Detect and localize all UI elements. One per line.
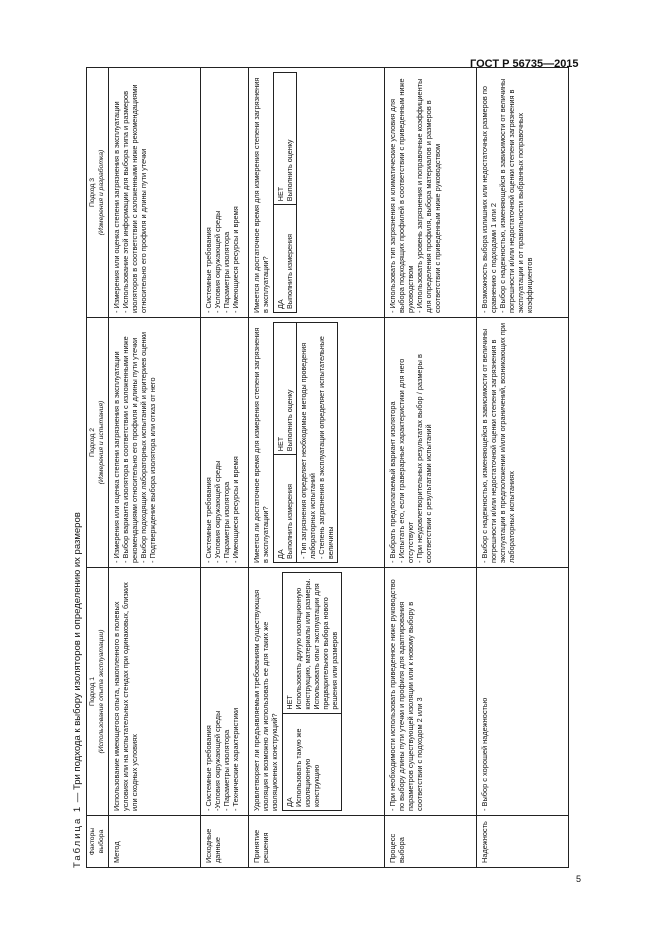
process-approach-1: - При необходимости использовать приведенное ниже руководство по выбору длины пути утечки и профиля для адаптирования параметров существующей изоляции или к новому выбору в соответствии с подходом 2 или 3 bbox=[385, 568, 477, 816]
decision-a2-question: Имеется ли достаточное время для измерения степени загрязнения в эксплуатации? bbox=[252, 327, 270, 563]
table-row-decision bbox=[249, 68, 385, 868]
table-row-reliability bbox=[477, 68, 569, 868]
decision-a3-yes: ДА Выполнить измерения bbox=[274, 205, 297, 313]
decision-a1-choices bbox=[282, 572, 342, 811]
table-row-method bbox=[109, 68, 201, 868]
method-approach-2: - Измерения или оценка степени загрязнения в эксплуатации - Выбор варианта изолятора в соответствии с изложенными ниже рекомендациями относительно его профиля и длины пути утечки - Выбор подходящих лабораторных испытаний и критериев оценки - Подтверждение выбора изолятора или отказ от него bbox=[109, 318, 201, 568]
reliability-approach-3: - Возможность выбора излишних или недостаточных размеров по сравнению с подходами 1 или 2 - Выбор с надежностью, изменяющейся в зависимости от величины погрешности и/или недостаточной оценки степени загрязнения в эксплуатации и от правильности выбранных поправочных коэффициентов bbox=[477, 68, 569, 318]
factor-method: Метод bbox=[109, 816, 201, 868]
decision-a2-yes: ДА Выполнить измерения bbox=[274, 455, 297, 563]
process-approach-3: - Использовать тип загрязнения и климатические условия для выбора подходящих профилей в соответствии с приведенным ниже руководством - Использовать уровень загрязнения и поправочные коэффициенты для определения профиля, выбора материалов и размеров в соответствии с приведенным ниже руководством bbox=[385, 68, 477, 318]
caption-number: Таблица 1 bbox=[72, 804, 83, 868]
table-caption bbox=[72, 512, 83, 868]
decision-a3-no: НЕТ Выполнить оценку bbox=[274, 73, 297, 205]
approaches-table bbox=[86, 67, 569, 868]
decision-a1-no: НЕТ Использовать другую изоляционную конструкцию, материалы или размеры. Использовать опыт эксплуатации для предварительного выбора нового решения или размеров bbox=[283, 573, 342, 714]
rotated-table-block bbox=[72, 68, 592, 868]
col-header-approach-1: Подход 1 (Использование опыта эксплуатации) bbox=[87, 568, 109, 816]
decision-a1-yes: ДА Использовать такую же изоляционную конструкцию bbox=[283, 713, 342, 810]
caption-title: — Три подхода к выбору изоляторов и определению их размеров bbox=[72, 512, 83, 803]
page-number: 5 bbox=[576, 874, 582, 884]
decision-a2-choices bbox=[273, 322, 338, 563]
table-header-row bbox=[87, 68, 109, 868]
table-row-process bbox=[385, 68, 477, 868]
decision-approach-1 bbox=[249, 568, 385, 816]
factor-process: Процесс выбора bbox=[385, 816, 477, 868]
process-approach-2: - Выбрать предполагаемый вариант изолятора - Испытать его, если граверарные характеристики для него отсутствуют - При неудовлетворительных результатах выбор / размеры в соответствии с результатами испытаний bbox=[385, 318, 477, 568]
col-header-approach-2: Подход 2 (Измерения и испытания) bbox=[87, 318, 109, 568]
input-approach-1: - Системные требования -Условия окружающей среды - Параметры изолятора - Технические характеристики bbox=[201, 568, 249, 816]
decision-a3-choices bbox=[273, 72, 297, 313]
decision-approach-3 bbox=[249, 68, 385, 318]
factor-decision: Принятие решения bbox=[249, 816, 385, 868]
decision-a3-question: Имеется ли достаточное время для измерения степени загрязнения в эксплуатации? bbox=[252, 77, 270, 313]
standard-header: ГОСТ Р 56735—2015 bbox=[470, 58, 579, 70]
decision-a1-question: Удовлетворяет ли предъявляемым требованиям существующая изоляция и возможно ли использовать ее для таких же изоляционных конструкций? bbox=[252, 589, 279, 811]
method-approach-1: Использование имеющегося опыта, накопленного в полевых условиях или на испытательных стендах при одинаковых, близких или сходных условиях bbox=[109, 568, 201, 816]
decision-a2-notes: - Тип загрязнения определяет необходимые методы проведения лабораторных испытаний - Степень загрязнения в эксплуатации определяет испытательные величины bbox=[297, 323, 338, 563]
input-approach-2: - Системные требования - Условия окружающей среды - Параметры изолятора - Имеющиеся ресурсы и время bbox=[201, 318, 249, 568]
table-row-input bbox=[201, 68, 249, 868]
col-header-factor: Факторы выбора bbox=[87, 816, 109, 868]
col-header-approach-3: Подход 3 (Измерения и разработка) bbox=[87, 68, 109, 318]
method-approach-3: - Измерения или оценка степени загрязнения в эксплуатации - Использование этой информации для выбора типа и размеров изоляторов в соответствии с изложенными ниже рекомендациями относительно его профиля и длины пути утечки bbox=[109, 68, 201, 318]
factor-input: Исходные данные bbox=[201, 816, 249, 868]
factor-reliability: Надежность bbox=[477, 816, 569, 868]
reliability-approach-1: - Выбор с хорошей надежностью bbox=[477, 568, 569, 816]
decision-approach-2 bbox=[249, 318, 385, 568]
decision-a2-no: НЕТ Выполнить оценку bbox=[274, 323, 297, 455]
reliability-approach-2: - Выбор с надежностью, изменяющейся в зависимости от величины погрешности и/или недостаточной оценки степени загрязнения в эксплуатации в предположении и/или ограничений, возникающих при лабораторных испытаниях bbox=[477, 318, 569, 568]
input-approach-3: - Системные требования - Условия окружающей среды - Параметры изолятора - Имеющиеся ресурсы и время bbox=[201, 68, 249, 318]
